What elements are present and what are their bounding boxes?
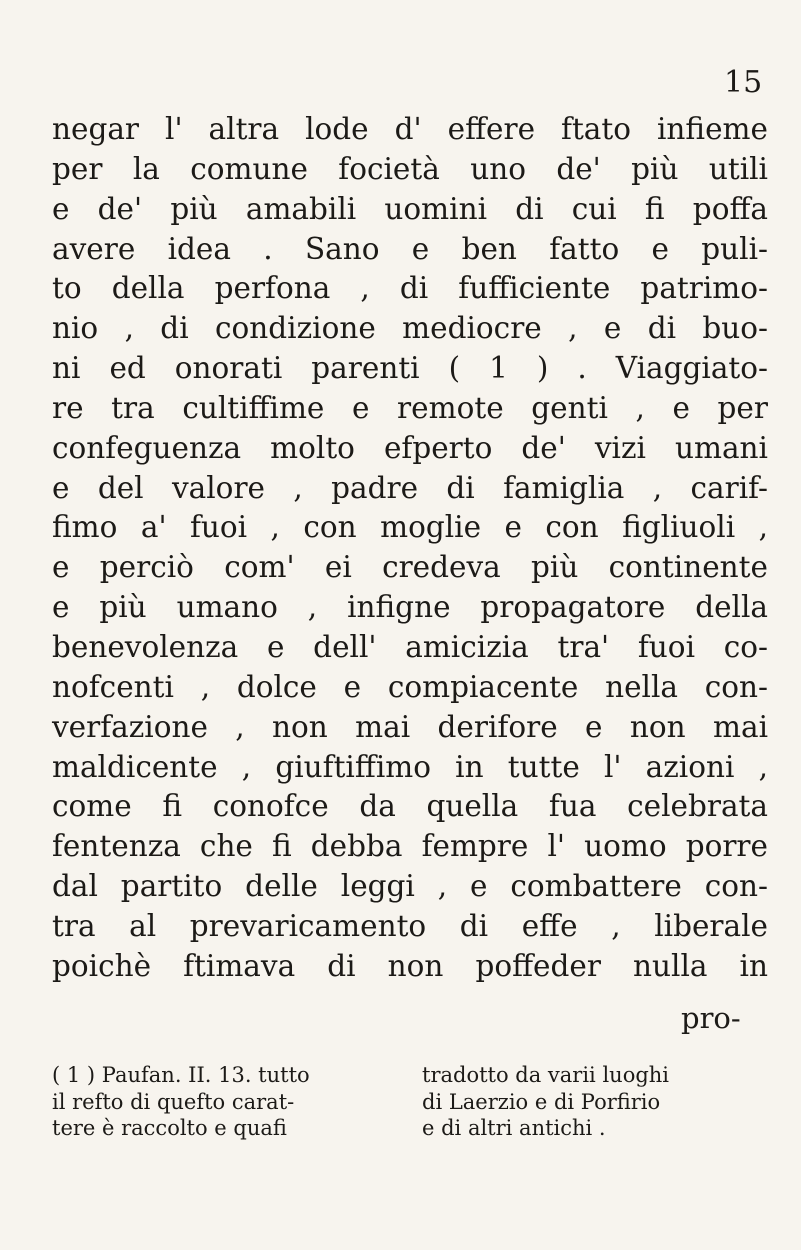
footnote-line: e di altri antichi . [422,1116,606,1140]
text-line: e de' più amabili uomini di cui fi poffa [52,191,768,226]
text-line: negar l' altra lode d' effere ftato infieme [52,112,768,146]
text-line: fentenza che fi debba fempre l' uomo porre [52,829,768,864]
text-line: nio , di condizione mediocre , e di buo- [52,311,768,346]
text-line: ni ed onorati parenti ( 1 ) . Viaggiato- [52,351,768,386]
text-line: dal partito delle leggi , e combattere con- [52,869,768,904]
footnote-line: di Laerzio e di Porfirio [422,1089,661,1114]
text-line: confeguenza molto efperto de' vizi umani [52,430,768,465]
footnote-line: tere è raccolto e quafi [52,1116,287,1140]
text-line: nofcenti , dolce e compiacente nella con- [52,669,768,704]
text-line: come fi conofce da quella fua celebrata [52,789,768,824]
footnote-line: ( 1 ) Paufan. II. 13. tutto [52,1063,310,1087]
footnote-line: il refto di quefto carat- [52,1089,295,1114]
footnote-line: tradotto da varii luoghi [422,1063,670,1087]
page-number: 15 [724,65,763,100]
text-line: e perciò com' ei credeva più continente [52,550,768,585]
text-line: verfazione , non mai derifore e non mai [52,709,768,744]
text-line: avere idea . Sano e ben fatto e puli- [52,231,768,266]
text-line: re tra cultiffime e remote genti , e per [52,390,768,425]
text-line: per la comune focietà uno de' più utili [52,151,768,186]
footnote-right-column [422,1062,772,1142]
text-line: e del valore , padre di famiglia , carif- [52,470,768,505]
text-line: fimo a' fuoi , con moglie e con figliuoli , [52,510,768,545]
text-line: tra al prevaricamento di effe , liberale [52,908,768,943]
text-line: poichè ftimava di non poffeder nulla in [52,948,768,983]
main-text [52,110,768,987]
text-line: benevolenza e dell' amicizia tra' fuoi co- [52,629,768,664]
footnote-left-column [52,1062,392,1142]
text-line: to della perfona , di fufficiente patrimo- [52,271,768,306]
catchword: pro- [681,1001,741,1035]
text-line: e più umano , infigne propagatore della [52,590,768,625]
text-line: maldicente , giuftiffimo in tutte l' azioni , [52,749,768,784]
